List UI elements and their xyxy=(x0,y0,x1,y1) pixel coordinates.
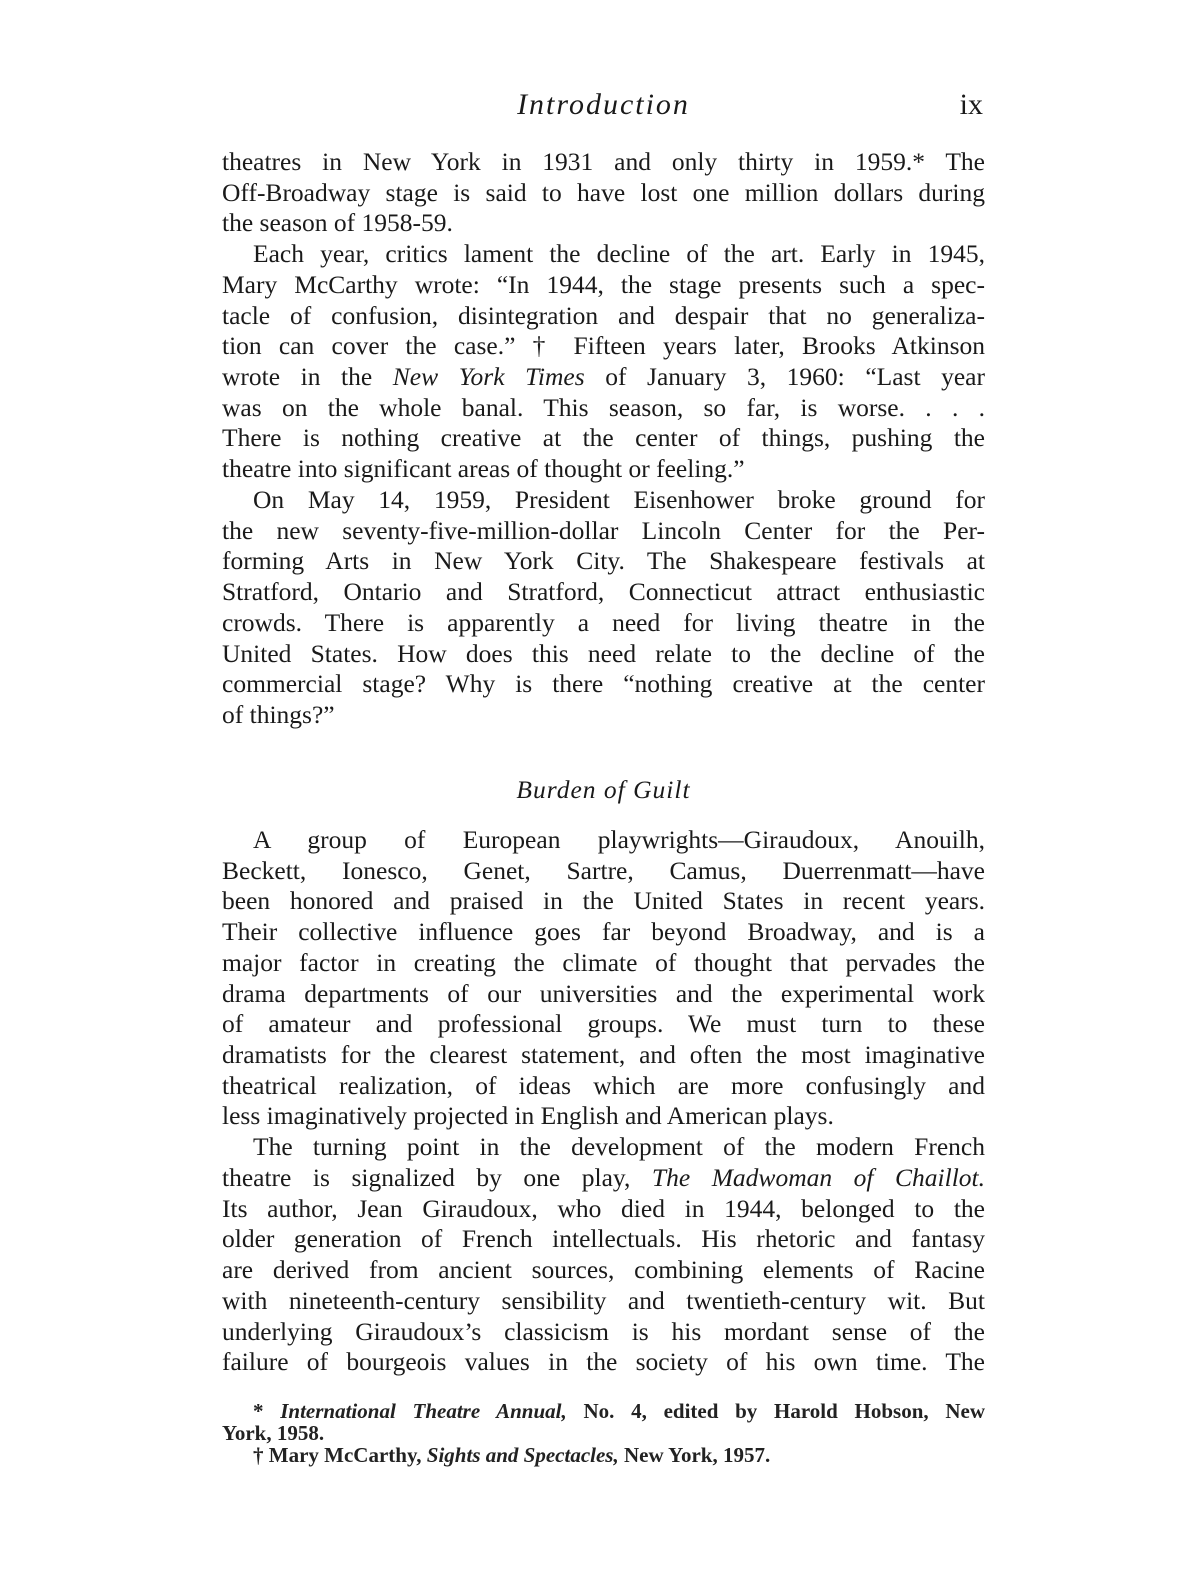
text-line: theatrical realization, of ideas which are more confusingly and xyxy=(222,1070,985,1100)
text-segment: * xyxy=(253,1399,281,1423)
text-line xyxy=(222,1163,985,1194)
body-text-burden-of-guilt xyxy=(222,825,985,1378)
paragraph xyxy=(222,239,985,485)
text-line: was on the whole banal. This season, so far, is worse. . . . xyxy=(222,392,985,422)
text-line: On May 14, 1959, President Eisenhower broke ground for xyxy=(253,484,985,514)
text-line: older generation of French intellectuals. His rhetoric and fantasy xyxy=(222,1224,985,1254)
text-segment: theatre is signalized by one play, xyxy=(222,1162,652,1192)
paragraph xyxy=(222,825,985,1132)
text-line: theatre into significant areas of thought or feeling.” xyxy=(222,454,745,484)
text-line: dramatists for the clearest statement, and often the most imaginative xyxy=(222,1040,985,1070)
text-line: are derived from ancient sources, combining elements of Racine xyxy=(222,1255,985,1285)
footnote xyxy=(222,1444,985,1466)
text-line: major factor in creating the climate of thought that pervades the xyxy=(222,947,985,977)
text-line: of things?” xyxy=(222,699,335,729)
text-line: with nineteenth-century sensibility and twentieth-century wit. But xyxy=(222,1285,985,1315)
paragraph xyxy=(222,485,985,731)
text-line: forming Arts in New York City. The Shakespeare festivals at xyxy=(222,546,985,576)
text-segment: New York, 1957. xyxy=(618,1443,771,1467)
text-line: commercial stage? Why is there “nothing creative at the center xyxy=(222,669,985,699)
section-heading: Burden of Guilt xyxy=(516,775,691,804)
italic-title: International Theatre Annual, xyxy=(280,1399,567,1423)
text-line xyxy=(222,1444,985,1466)
running-title: Introduction xyxy=(517,88,690,121)
text-line: the new seventy-five-million-dollar Lincoln Center for the Per- xyxy=(222,515,985,545)
footnotes xyxy=(222,1400,985,1466)
text-line: underlying Giraudoux’s classicism is his mordant sense of the xyxy=(222,1316,985,1346)
text-line: Beckett, Ionesco, Genet, Sartre, Camus, Duerrenmatt—have xyxy=(222,855,985,885)
text-line: failure of bourgeois values in the society of his own time. The xyxy=(222,1347,985,1377)
italic-title: New York Times xyxy=(392,362,585,392)
text-line: York, 1958. xyxy=(222,1421,325,1445)
text-line: tacle of confusion, disintegration and despair that no generaliza- xyxy=(222,300,985,330)
text-line: Each year, critics lament the decline of the art. Early in 1945, xyxy=(253,239,985,269)
text-line: There is nothing creative at the center of things, pushing the xyxy=(222,423,985,453)
paragraph xyxy=(222,1132,985,1378)
text-line: Its author, Jean Giraudoux, who died in 1944, belonged to the xyxy=(222,1193,985,1223)
text-line: Stratford, Ontario and Stratford, Connecticut attract enthusiastic xyxy=(222,577,985,607)
paragraph xyxy=(222,147,985,239)
page-number: ix xyxy=(959,88,983,121)
text-line: less imaginatively projected in English and American plays. xyxy=(222,1101,834,1131)
text-line: United States. How does this need relate to the decline of the xyxy=(222,638,985,668)
text-line xyxy=(222,362,985,393)
text-line: tion can cover the case.” † Fifteen years later, Brooks Atkinson xyxy=(222,331,985,361)
text-line: A group of European playwrights—Giraudoux, Anouilh, xyxy=(253,825,985,854)
text-segment: of January 3, 1960: “Last year xyxy=(584,362,985,392)
text-segment: No. 4, edited by Harold Hobson, New xyxy=(566,1399,986,1423)
text-line: Off-Broadway stage is said to have lost one million dollars during xyxy=(222,177,985,207)
body-text-intro xyxy=(222,147,985,731)
text-segment: wrote in the xyxy=(222,362,393,392)
text-line: drama departments of our universities and the experimental work xyxy=(222,978,985,1008)
italic-title: Sights and Spectacles, xyxy=(426,1443,619,1467)
text-line: the season of 1958-59. xyxy=(222,208,453,238)
text-line: Mary McCarthy wrote: “In 1944, the stage presents such a spec- xyxy=(222,269,985,299)
text-line: been honored and praised in the United States in recent years. xyxy=(222,886,985,916)
text-line xyxy=(222,1400,985,1422)
running-head xyxy=(222,88,985,132)
text-line: crowds. There is apparently a need for living theatre in the xyxy=(222,607,985,637)
italic-title: The Madwoman of Chaillot. xyxy=(651,1162,985,1192)
text-line: Their collective influence goes far beyond Broadway, and is a xyxy=(222,917,985,947)
text-line: The turning point in the development of the modern French xyxy=(253,1132,985,1162)
text-line: of amateur and professional groups. We must turn to these xyxy=(222,1009,985,1039)
text-line: theatres in New York in 1931 and only thirty in 1959.* The xyxy=(222,147,985,176)
text-segment: † Mary McCarthy, xyxy=(253,1443,427,1467)
footnote xyxy=(222,1400,985,1444)
